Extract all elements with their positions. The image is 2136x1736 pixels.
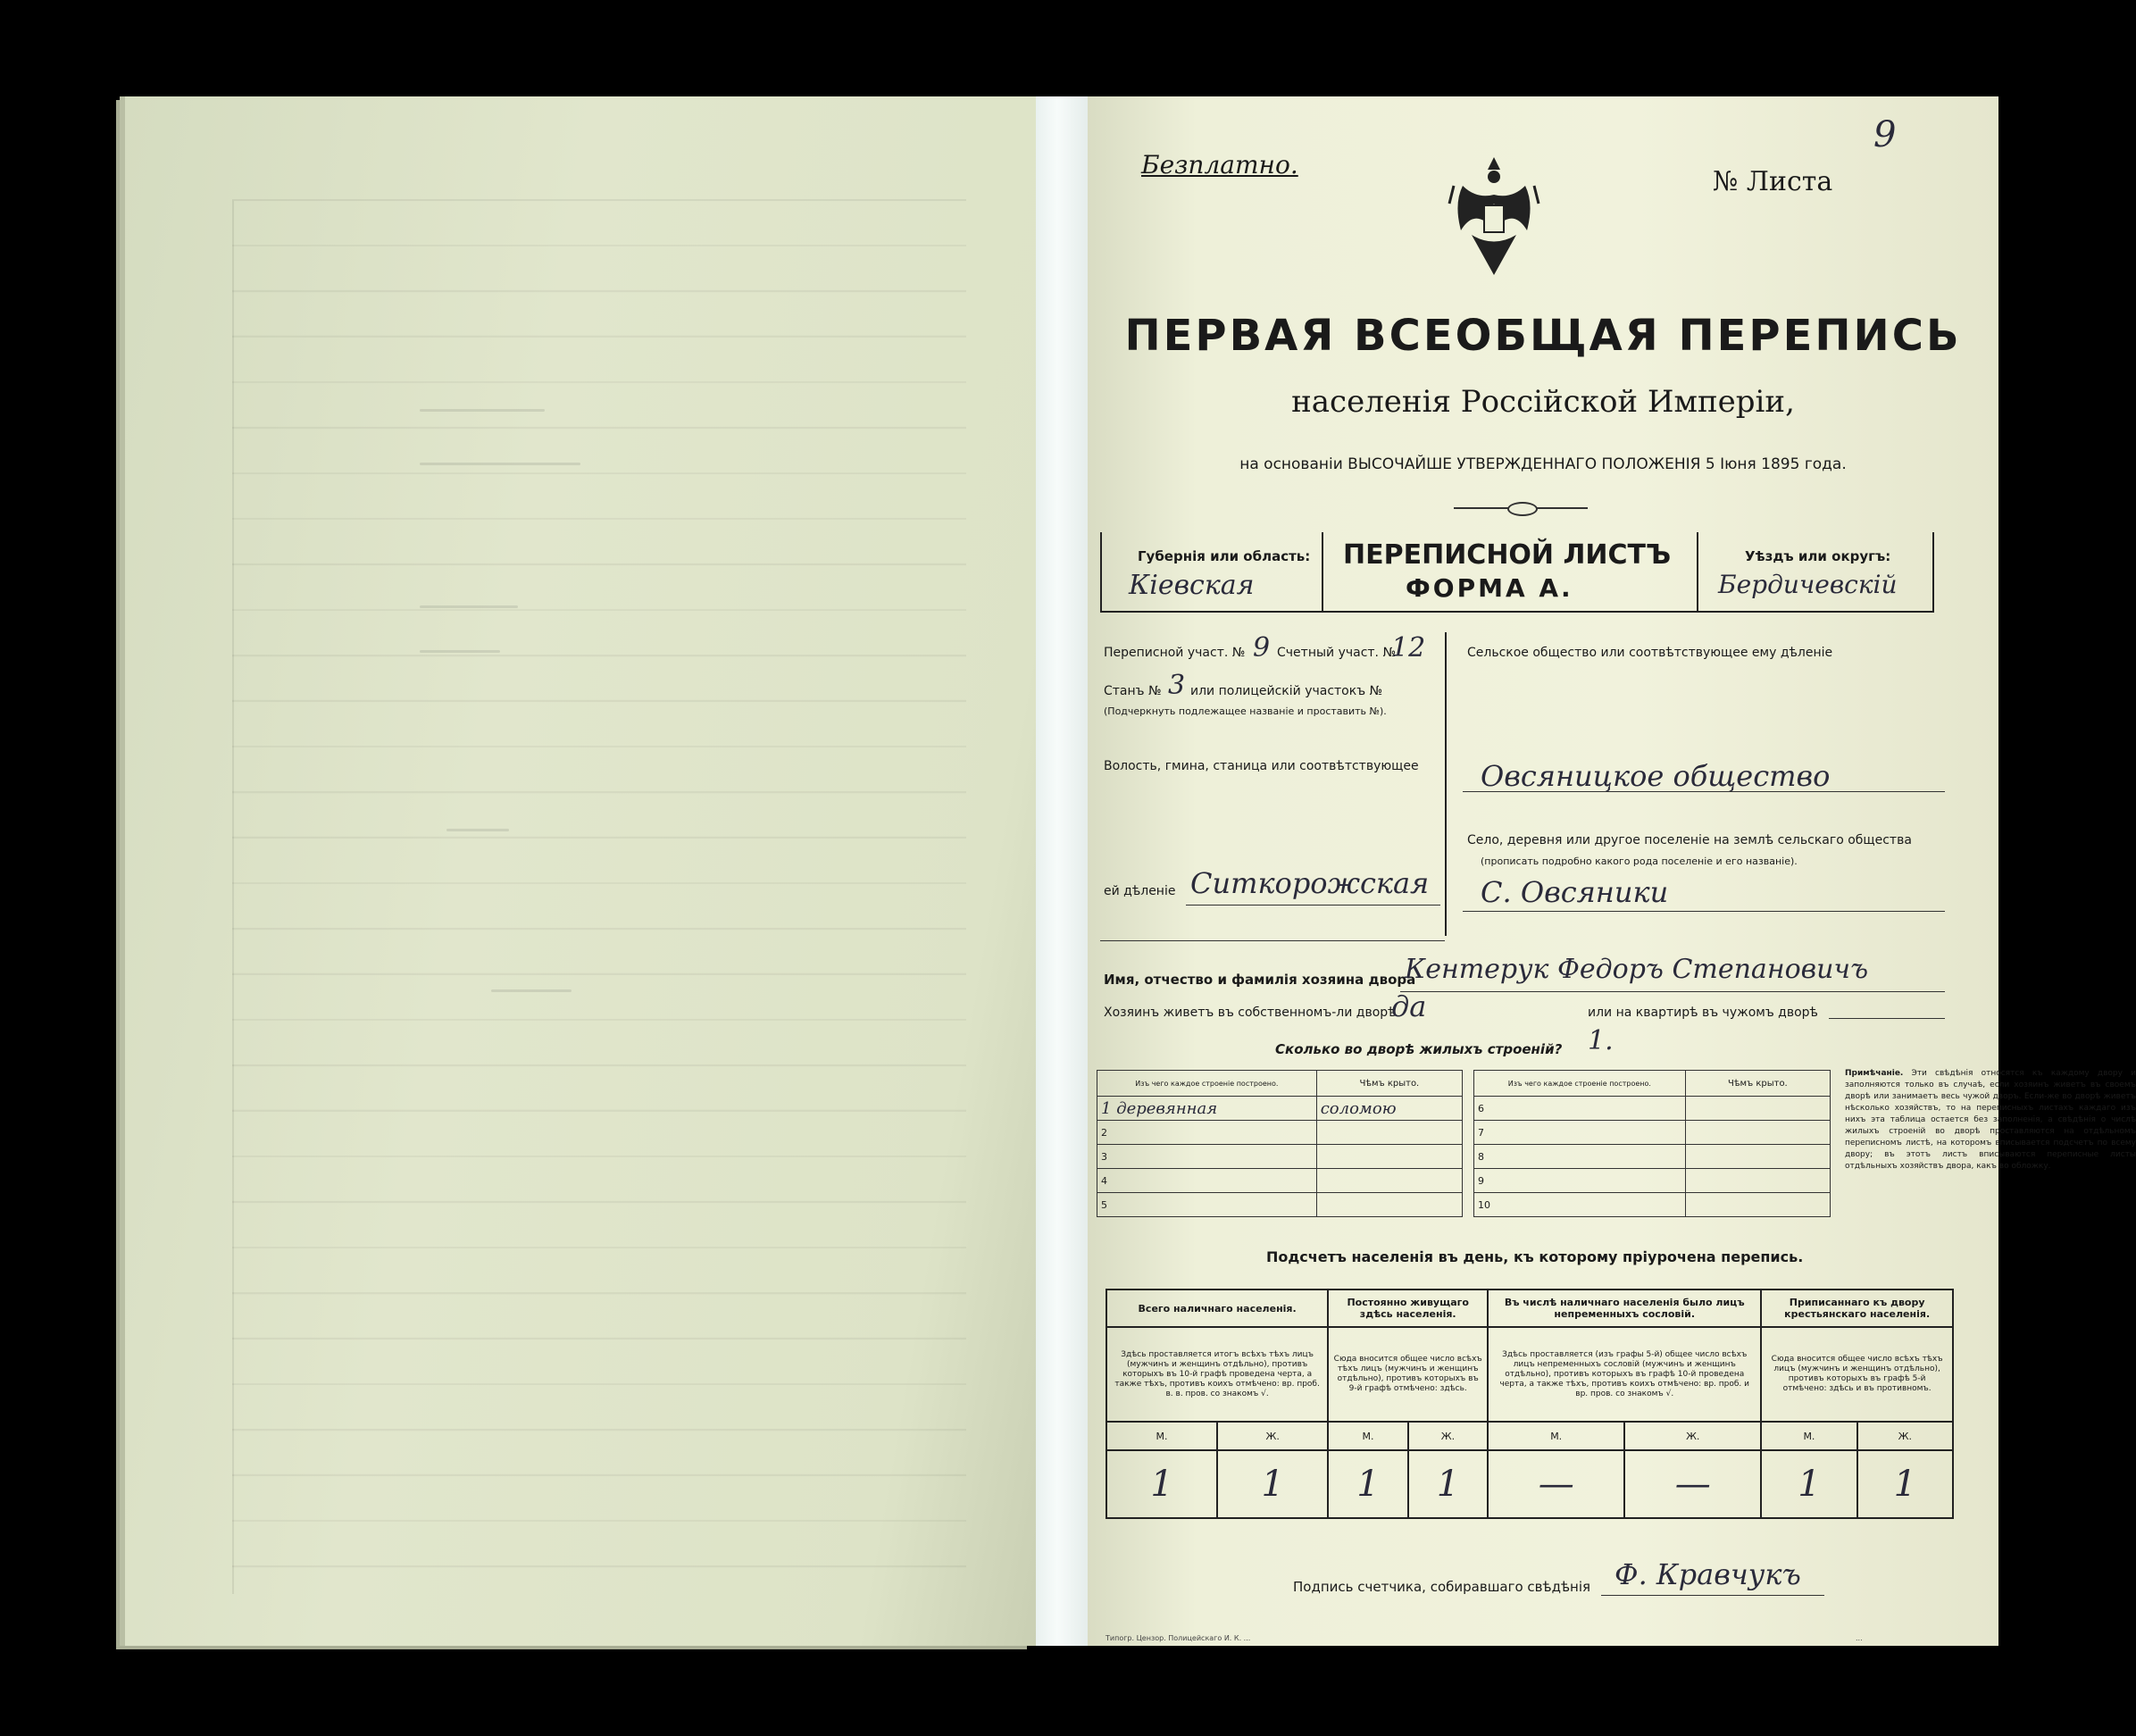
society-value: Овсяницкое общество [1481,759,1831,793]
count-value: 1 [1106,1450,1217,1518]
own-yard-value: да [1391,989,1427,1023]
roof-value: соломою [1316,1097,1462,1121]
form-title: ПЕРЕПИСНОЙ ЛИСТЪ [1343,539,1672,571]
roof-value [1685,1121,1830,1145]
roof-value [1685,1097,1830,1121]
printer-note: Типогр. Цензор. Полицейскаго И. К. ... [1106,1634,1251,1642]
imperial-eagle-emblem [1445,150,1543,284]
row-number: 4 [1097,1169,1317,1193]
volost-label: Волость, гмина, станица или соотвѣтствующее [1104,759,1419,773]
count-value: 1 [1217,1450,1328,1518]
bleed-through-mark [491,989,572,992]
group-description: Сюда вносится общее число всѣхъ тѣхъ лицъ (мужчинъ и женщинъ отдѣльно), противъ которыхъ въ 9-й графѣ отмѣчено: здѣсь. [1328,1327,1488,1422]
table-row [1474,1193,1831,1217]
book-gutter [1036,96,1089,1646]
table-row [1097,1097,1463,1121]
volost-value: Ситкорожская [1190,866,1430,900]
underline-note: (Подчеркнуть подлежащее названіе и проставить №). [1104,705,1387,717]
census-title: ПЕРВАЯ ВСЕОБЩАЯ ПЕРЕПИСЬ [1124,311,1962,361]
row-number: 7 [1474,1121,1686,1145]
bleed-through-mark [446,829,509,831]
group-header: Всего наличнаго населенія. [1106,1289,1328,1327]
male-header: М. [1328,1422,1407,1450]
police-plot-label: или полицейскій участокъ № [1190,684,1383,698]
signature-label: Подпись счетчика, собиравшаго свѣдѣнія [1293,1579,1591,1595]
rent-rule [1829,1018,1945,1019]
population-table [1106,1289,1954,1519]
row-number: 5 [1097,1193,1317,1217]
male-header: М. [1488,1422,1624,1450]
row-number: 2 [1097,1121,1317,1145]
census-decree-line: на основаніи ВЫСОЧАЙШЕ УТВЕРЖДЕННАГО ПОЛОЖЕНІЯ 5 Іюня 1895 года. [1239,455,1847,473]
population-caption: Подсчетъ населенія въ день, къ которому пріурочена перепись. [1266,1248,1804,1265]
volost-rule [1186,905,1440,906]
buildings-table-left [1097,1070,1463,1217]
group-description: Здѣсь проставляется (изъ графы 5-й) общее число всѣхъ лицъ непременныхъ сословій (мужчинъ и женщинъ отдѣльно), противъ которыхъ въ графѣ 10-й проведена черта, а также тѣхъ, противъ коихъ отмѣчено: вр. проб. и вр. пров. со знакомъ √. [1488,1327,1761,1422]
sheet-number-label: № Листа [1713,166,1833,197]
left-page [125,96,1036,1646]
count-value: 1 [1857,1450,1953,1518]
bleed-through-mark [420,650,500,653]
table-row [1474,1145,1831,1169]
female-header: Ж. [1857,1422,1953,1450]
row-number: 8 [1474,1145,1686,1169]
bleed-through-mark [420,605,518,608]
count-value: 1 [1328,1450,1407,1518]
census-plot-value: 9 [1253,632,1271,664]
row-number: 1 [1101,1098,1112,1118]
buildings-count-label: Сколько во дворѣ жилыхъ строеній? [1275,1041,1563,1057]
sheet-number-value: 9 [1873,114,1897,155]
roof-value [1316,1145,1462,1169]
female-header: Ж. [1624,1422,1761,1450]
note-block [1845,1068,2136,1173]
roof-value [1685,1193,1830,1217]
left-page-ruled-grid [232,199,966,1594]
owner-name-value: Кентерук Федоръ Степановичъ [1405,954,1869,985]
male-header: М. [1106,1422,1217,1450]
row-number: 6 [1474,1097,1686,1121]
count-value: 1 [1408,1450,1488,1518]
roof-value [1685,1169,1830,1193]
row-number: 10 [1474,1193,1686,1217]
census-plot-label: Переписной участ. № [1104,646,1246,660]
group-header: Приписаннаго къ двору крестьянскаго населенія. [1761,1289,1953,1327]
divider [1322,532,1323,611]
signature-rule [1601,1595,1824,1596]
group-description: Сюда вносится общее число всѣхъ тѣхъ лицъ (мужчинъ и женщинъ отдѣльно), противъ которыхъ въ графѣ 5-й отмѣчено: здѣсь и въ противномъ. [1761,1327,1953,1422]
male-header: М. [1761,1422,1856,1450]
village-label: Село, деревня или другое поселеніе на землѣ сельскаго общества [1467,833,1912,847]
signature-value: Ф. Кравчукъ [1615,1557,1801,1591]
count-value: — [1488,1450,1624,1518]
bleed-through-mark [420,463,580,465]
table-row [1097,1169,1463,1193]
roof-value [1316,1121,1462,1145]
table-row [1097,1145,1463,1169]
gubernia-label: Губернія или область: [1138,548,1311,564]
owner-name-rule [1400,991,1945,992]
rent-label: или на квартирѣ въ чужомъ дворѣ [1588,1006,1818,1020]
buildings-table-right [1473,1070,1831,1217]
row-number: 3 [1097,1145,1317,1169]
right-page [1088,96,2136,1646]
count-value: — [1624,1450,1761,1518]
form-subtitle: ФОРМА А. [1406,573,1573,603]
count-plot-label: Счетный участ. № [1277,646,1397,660]
owner-name-label: Имя, отчество и фамилія хозяина двора [1104,972,1416,988]
society-rule [1463,791,1945,792]
stan-value: 3 [1168,670,1186,701]
col-roof-header: Чѣмъ крыто. [1316,1071,1462,1097]
bleed-through-mark [420,409,545,412]
col-material-header: Изъ чего каждое строеніе построено. [1474,1071,1686,1097]
col-material-header: Изъ чего каждое строеніе построено. [1097,1071,1317,1097]
roof-value [1316,1169,1462,1193]
row-number: 9 [1474,1169,1686,1193]
note-text: Эти свѣдѣнія относятся къ каждому двору и заполняются только въ случаѣ, если хозяинъ живетъ въ своемъ дворѣ или занимаетъ весь чужой дворъ. Если-же во дворѣ живетъ нѣсколько хозяйствъ, то на переписныхъ листахъ каждаго изъ нихъ эта таблица остается без заполненія, а свѣдѣнія о числѣ жилыхъ строеній во дворѣ проставляются на отдѣльномъ переписномъ листѣ, на которомъ вписывается подсчетъ по всему двору; въ этотъ листъ вписываются переписные листы отдѣльныхъ хозяйствъ двора, какъ во обложку. [1845,1069,2136,1171]
census-subtitle: населенія Россійской Имперіи, [1291,384,1795,420]
roof-value [1685,1145,1830,1169]
own-yard-label: Хозяинъ живетъ въ собственномъ-ли дворѣ [1104,1006,1397,1020]
female-header: Ж. [1217,1422,1328,1450]
group-header: Въ числѣ наличнаго населенія было лицъ непременныхъ сословій. [1488,1289,1761,1327]
uezd-value: Бердичевскій [1718,570,1898,599]
divider [1697,532,1698,611]
table-row [1097,1193,1463,1217]
ornament-divider [1454,507,1588,520]
material-value: деревянная [1116,1098,1218,1118]
uezd-label: Уѣздъ или округъ: [1745,548,1891,564]
table-row [1474,1169,1831,1193]
society-label: Сельское общество или соотвѣтствующее ему дѣленіе [1467,646,1833,660]
gubernia-value: Кіевская [1129,570,1255,601]
note-title: Примѣчаніе. [1845,1069,1904,1078]
printer-note-right: ... [1856,1634,1863,1642]
free-label: Безплатно. [1141,150,1298,179]
volost-label-2: ей дѣленіе [1104,884,1176,898]
count-plot-value: 12 [1391,632,1426,664]
female-header: Ж. [1408,1422,1488,1450]
group-header: Постоянно живущаго здѣсь населенія. [1328,1289,1488,1327]
col-roof-header: Чѣмъ крыто. [1685,1071,1830,1097]
table-row [1474,1121,1831,1145]
village-note: (прописать подробно какого рода поселеніе и его названіе). [1481,855,1798,867]
count-value: 1 [1761,1450,1856,1518]
district-divider [1445,632,1447,936]
village-rule [1463,911,1945,912]
district-bottom-rule [1100,940,1445,941]
stan-label: Станъ № [1104,684,1162,698]
form-header-box [1100,532,1934,613]
group-description: Здѣсь проставляется итогъ всѣхъ тѣхъ лицъ (мужчинъ и женщинъ отдѣльно), противъ которыхъ въ 10-й графѣ проведена черта, а также тѣхъ, противъ коихъ отмѣчено: вр. проб. в. в. пров. со знакомъ √. [1106,1327,1328,1422]
table-row [1474,1097,1831,1121]
table-row [1097,1121,1463,1145]
village-value: С. Овсяники [1481,875,1669,909]
roof-value [1316,1193,1462,1217]
buildings-count-value: 1. [1588,1025,1614,1056]
